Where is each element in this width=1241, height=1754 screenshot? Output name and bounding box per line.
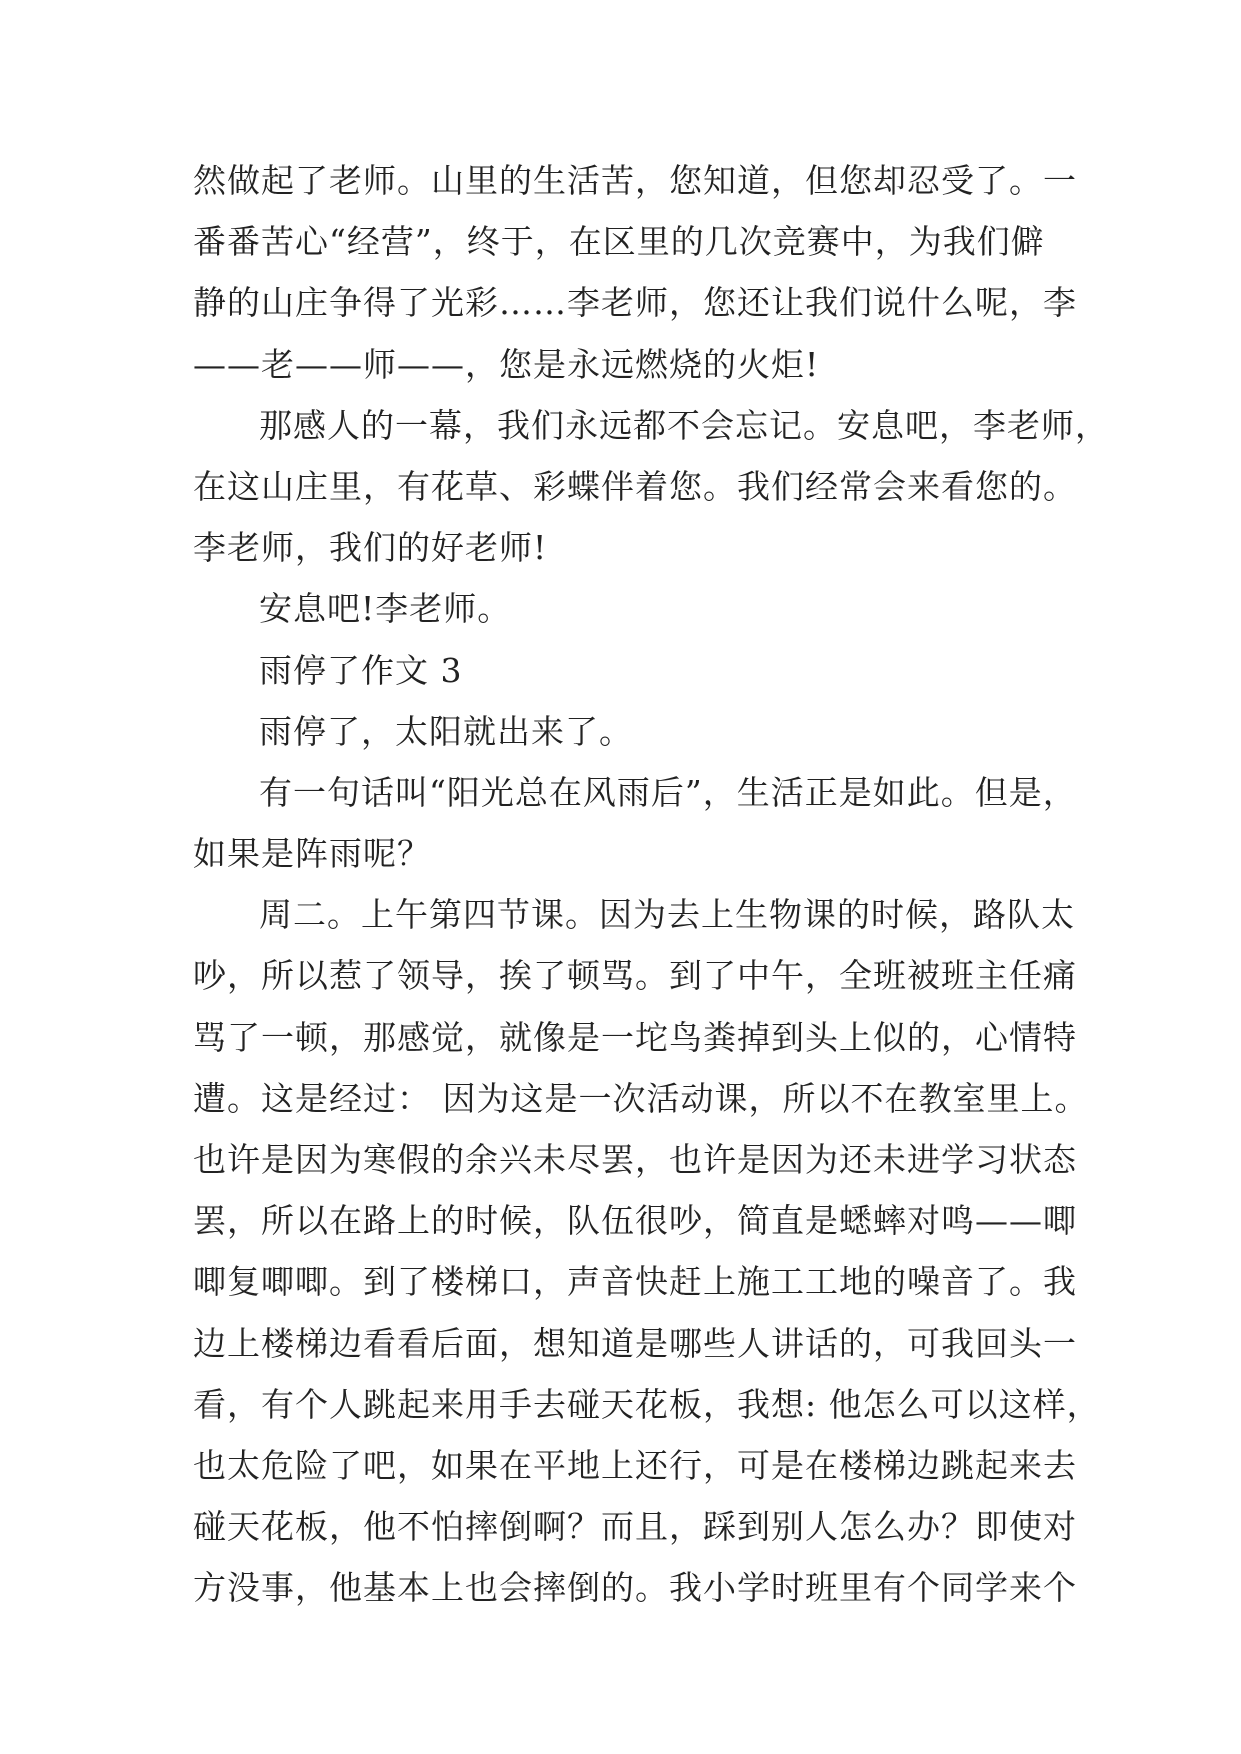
text-line: 也许是因为寒假的余兴未尽罢，也许是因为还未进学习状态: [193, 1140, 1077, 1179]
text-line: 骂了一顿，那感觉，就像是一坨鸟粪掉到头上似的，心情特: [193, 1017, 1077, 1057]
text-line: 罢，所以在路上的时候，队伍很吵，简直是蟋蟀对鸣——唧: [193, 1201, 1077, 1241]
text-line: 番番苦心“经营”，终于，在区里的几次竞赛中，为我们僻: [193, 222, 1045, 262]
text-line: 碰天花板，他不怕摔倒啊？而且，踩到别人怎么办？即使对: [193, 1507, 1077, 1547]
text-line: 遭。这是经过： 因为这是一次活动课，所以不在教室里上。: [193, 1078, 1089, 1118]
text-line: 周二。上午第四节课。因为去上生物课的时候，路队太: [259, 895, 1075, 935]
text-line: 边上楼梯边看看后面，想知道是哪些人讲话的，可我回头一: [193, 1323, 1077, 1363]
text-line: 然做起了老师。山里的生活苦，您知道，但您却忍受了。一: [193, 161, 1077, 200]
body-text: [193, 150, 1109, 1619]
text-line: 如果是阵雨呢？: [193, 834, 431, 874]
text-line: 吵，所以惹了领导，挨了顿骂。到了中午，全班被班主任痛: [193, 956, 1077, 996]
text-line: 有一句话叫“阳光总在风雨后”，生活正是如此。但是，: [259, 772, 1077, 812]
text-line: 静的山庄争得了光彩……李老师，您还让我们说什么呢，李: [193, 283, 1077, 323]
text-line: 也太危险了吧，如果在平地上还行，可是在楼梯边跳起来去: [193, 1445, 1077, 1485]
text-line: 雨停了，太阳就出来了。: [259, 711, 633, 751]
text-line: 李老师，我们的好老师!: [193, 528, 548, 568]
text-line: 那感人的一幕，我们永远都不会忘记。安息吧，李老师，: [259, 405, 1109, 445]
text-line: 方没事，他基本上也会摔倒的。我小学时班里有个同学来个: [193, 1568, 1077, 1608]
text-line: 安息吧!李老师。: [259, 589, 512, 629]
text-line: 在这山庄里，有花草、彩蝶伴着您。我们经常会来看您的。: [193, 466, 1077, 506]
text-line: 唧复唧唧。到了楼梯口，声音快赶上施工工地的噪音了。我: [193, 1262, 1077, 1302]
section-heading: 雨停了作文 3: [259, 650, 463, 690]
text-line: 看，有个人跳起来用手去碰天花板，我想: 他怎么可以这样，: [193, 1384, 1101, 1424]
text-line: ——老——师——，您是永远燃烧的火炬!: [193, 344, 820, 384]
